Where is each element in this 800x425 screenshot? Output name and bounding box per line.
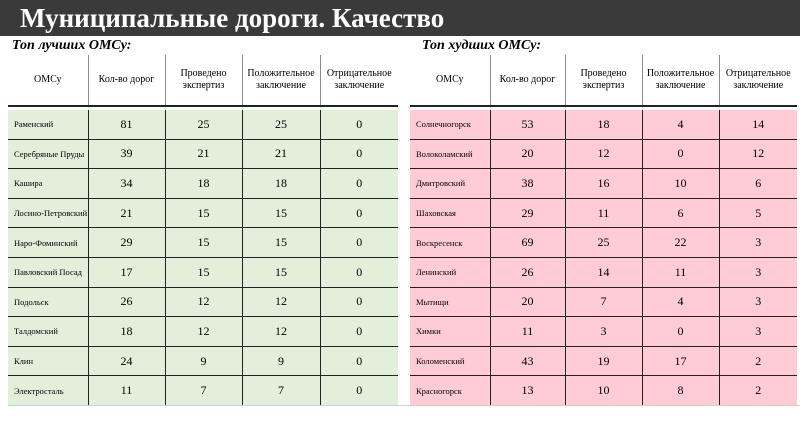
negative-cell: 0 [320,376,398,405]
exams-cell: 16 [565,169,642,199]
omsu-cell: Дмитровский [410,169,490,199]
omsu-cell: Подольск [8,287,88,317]
positive-cell: 12 [242,287,320,317]
roads-cell: 26 [490,257,565,287]
positive-cell: 15 [242,198,320,228]
table-row [8,257,398,287]
exams-cell: 11 [565,198,642,228]
table-row [410,376,797,405]
omsu-cell: Серебряные Пруды [8,139,88,169]
worst-table [410,55,797,405]
table-row [410,346,797,376]
table-row [8,110,398,139]
table-row [410,198,797,228]
positive-cell: 11 [642,257,719,287]
exams-cell: 18 [165,169,242,199]
page-title: Муниципальные дороги. Качество [20,3,445,33]
positive-cell: 15 [242,228,320,258]
table-row [8,317,398,347]
exams-cell: 25 [165,110,242,139]
roads-cell: 29 [490,198,565,228]
roads-cell: 53 [490,110,565,139]
negative-cell: 0 [320,346,398,376]
col-header-omsu: ОМСу [8,55,88,106]
omsu-cell: Мытищи [410,287,490,317]
omsu-cell: Солнечногорск [410,110,490,139]
table-row [8,228,398,258]
positive-cell: 4 [642,110,719,139]
positive-cell: 17 [642,346,719,376]
roads-cell: 38 [490,169,565,199]
roads-cell: 39 [88,139,165,169]
omsu-cell: Павловский Посад [8,257,88,287]
positive-cell: 7 [242,376,320,405]
col-header-exams: Проведено экспертиз [165,55,242,106]
negative-cell: 0 [320,228,398,258]
best-table [8,55,398,405]
best-heading: Топ лучших ОМСу: [12,38,132,53]
exams-cell: 12 [165,317,242,347]
roads-cell: 20 [490,139,565,169]
negative-cell: 0 [320,198,398,228]
col-header-negative: Отрицательное заключение [719,55,797,106]
negative-cell: 5 [719,198,797,228]
table-row [410,317,797,347]
table-row [8,376,398,405]
exams-cell: 25 [565,228,642,258]
exams-cell: 19 [565,346,642,376]
negative-cell: 0 [320,287,398,317]
table-row [8,198,398,228]
table-row [8,139,398,169]
exams-cell: 7 [165,376,242,405]
omsu-cell: Наро-Фоминский [8,228,88,258]
exams-cell: 10 [565,376,642,405]
title-bar [0,0,800,36]
omsu-cell: Кашира [8,169,88,199]
table-row [8,169,398,199]
omsu-cell: Шаховская [410,198,490,228]
negative-cell: 3 [719,287,797,317]
negative-cell: 12 [719,139,797,169]
omsu-cell: Коломенский [410,346,490,376]
negative-cell: 3 [719,317,797,347]
exams-cell: 9 [165,346,242,376]
table-row [410,169,797,199]
exams-cell: 15 [165,198,242,228]
negative-cell: 0 [320,317,398,347]
omsu-cell: Лосино-Петровский [8,198,88,228]
roads-cell: 43 [490,346,565,376]
col-header-exams: Проведено экспертиз [565,55,642,106]
omsu-cell: Ленинский [410,257,490,287]
positive-cell: 25 [242,110,320,139]
exams-cell: 15 [165,228,242,258]
positive-cell: 21 [242,139,320,169]
exams-cell: 14 [565,257,642,287]
exams-cell: 12 [565,139,642,169]
positive-cell: 18 [242,169,320,199]
negative-cell: 3 [719,228,797,258]
positive-cell: 8 [642,376,719,405]
roads-cell: 17 [88,257,165,287]
roads-cell: 26 [88,287,165,317]
table-row [410,287,797,317]
table-row [410,228,797,258]
bottom-divider [8,405,800,406]
table-row [410,110,797,139]
negative-cell: 6 [719,169,797,199]
negative-cell: 0 [320,169,398,199]
negative-cell: 2 [719,346,797,376]
omsu-cell: Талдомский [8,317,88,347]
omsu-cell: Красногорск [410,376,490,405]
roads-cell: 69 [490,228,565,258]
table-row [8,287,398,317]
omsu-cell: Химки [410,317,490,347]
col-header-positive: Положительное заключение [242,55,320,106]
roads-cell: 18 [88,317,165,347]
roads-cell: 11 [490,317,565,347]
col-header-negative: Отрицательное заключение [320,55,398,106]
col-header-roads: Кол-во дорог [490,55,565,106]
exams-cell: 21 [165,139,242,169]
worst-heading: Топ худших ОМСу: [422,38,541,53]
negative-cell: 3 [719,257,797,287]
positive-cell: 15 [242,257,320,287]
positive-cell: 6 [642,198,719,228]
negative-cell: 0 [320,139,398,169]
positive-cell: 0 [642,317,719,347]
positive-cell: 4 [642,287,719,317]
exams-cell: 15 [165,257,242,287]
exams-cell: 3 [565,317,642,347]
table-row [8,346,398,376]
positive-cell: 12 [242,317,320,347]
omsu-cell: Электросталь [8,376,88,405]
roads-cell: 34 [88,169,165,199]
positive-cell: 22 [642,228,719,258]
roads-cell: 21 [88,198,165,228]
omsu-cell: Воскресенск [410,228,490,258]
roads-cell: 24 [88,346,165,376]
omsu-cell: Клин [8,346,88,376]
table-row [410,257,797,287]
positive-cell: 10 [642,169,719,199]
negative-cell: 14 [719,110,797,139]
col-header-positive: Положительное заключение [642,55,719,106]
roads-cell: 20 [490,287,565,317]
omsu-cell: Волоколамский [410,139,490,169]
positive-cell: 0 [642,139,719,169]
roads-cell: 29 [88,228,165,258]
exams-cell: 12 [165,287,242,317]
exams-cell: 18 [565,110,642,139]
table-row [410,139,797,169]
negative-cell: 0 [320,110,398,139]
positive-cell: 9 [242,346,320,376]
roads-cell: 11 [88,376,165,405]
omsu-cell: Раменский [8,110,88,139]
roads-cell: 13 [490,376,565,405]
roads-cell: 81 [88,110,165,139]
col-header-roads: Кол-во дорог [88,55,165,106]
negative-cell: 2 [719,376,797,405]
negative-cell: 0 [320,257,398,287]
exams-cell: 7 [565,287,642,317]
col-header-omsu: ОМСу [410,55,490,106]
